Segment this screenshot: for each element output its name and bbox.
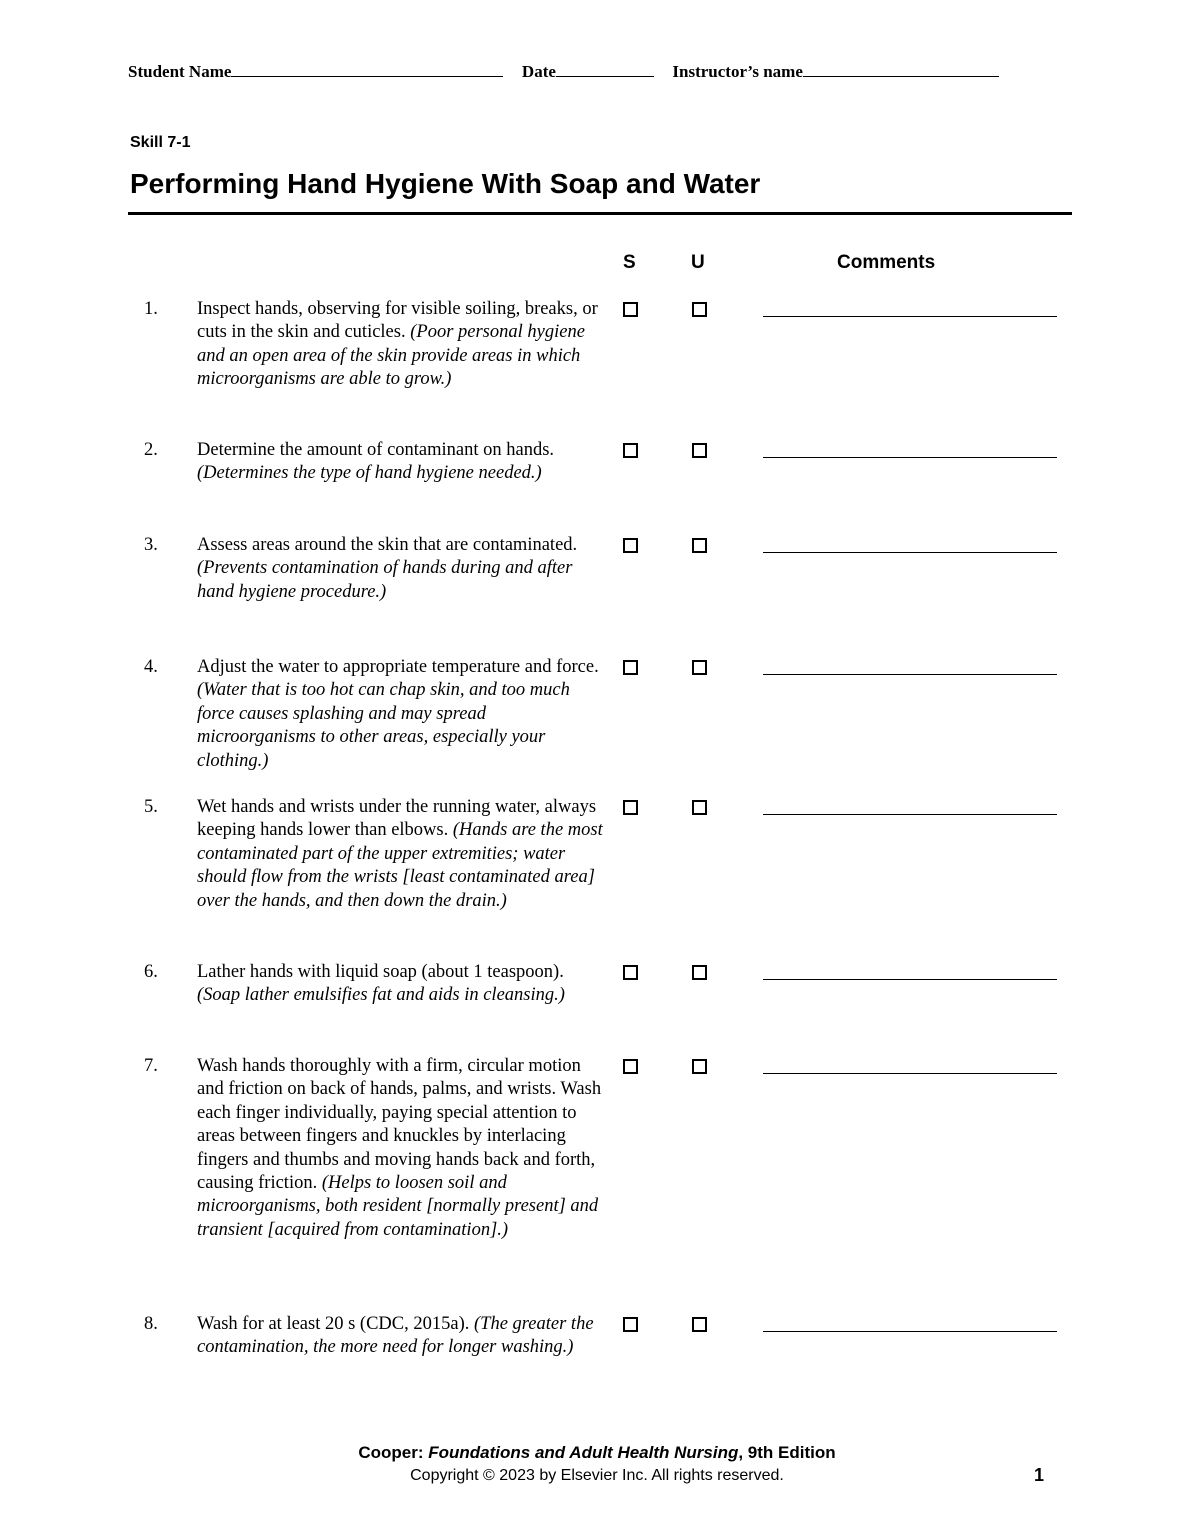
student-name-field[interactable] (231, 60, 503, 77)
title-divider (128, 212, 1072, 215)
comment-field[interactable] (763, 457, 1057, 458)
step-instruction: Wet hands and wrists under the running water, always keeping hands lower than elbows. (197, 797, 597, 841)
satisfactory-checkbox[interactable] (623, 443, 638, 458)
footer-edition: , 9th Edition (738, 1443, 836, 1462)
step-number: 4. (144, 657, 158, 677)
footer-copyright: Copyright © 2023 by Elsevier Inc. All rights reserved. (410, 1467, 784, 1484)
comment-field[interactable] (763, 674, 1057, 675)
satisfactory-checkbox[interactable] (623, 302, 638, 317)
step-text (197, 534, 607, 604)
step-rationale: (The greater the contamination, the more need for longer washing.) (197, 1314, 594, 1358)
step-instruction: Wash hands thoroughly with a firm, circular motion and friction on back of hands, palms, and wrists. Wash each finger individually, paying special attention to areas between fingers and knuckles by interlacing fingers and thumbs and moving hands back and forth, causing friction. (197, 1056, 602, 1194)
instructor-name-field[interactable] (803, 60, 999, 77)
date-field[interactable] (556, 60, 654, 77)
step-number: 5. (144, 797, 158, 817)
step-rationale: (Determines the type of hand hygiene needed.) (197, 463, 542, 484)
step-instruction: Adjust the water to appropriate temperature and force. (197, 657, 599, 677)
step-number: 1. (144, 299, 158, 319)
student-name-label: Student Name (128, 62, 232, 81)
date-label: Date (521, 62, 556, 81)
step-text (197, 656, 607, 773)
step-number: 3. (144, 535, 158, 555)
column-header-comments: Comments (837, 252, 936, 273)
step-instruction: Wash for at least 20 s (CDC, 2015a). (197, 1314, 474, 1334)
step-text (197, 796, 607, 913)
unsatisfactory-checkbox[interactable] (692, 1317, 707, 1332)
column-header-satisfactory: S (623, 252, 636, 273)
step-number: 2. (144, 440, 158, 460)
unsatisfactory-checkbox[interactable] (692, 538, 707, 553)
step-rationale: (Water that is too hot can chap skin, and too much force causes splashing and may spread microorganisms to other areas, especially your clothing.) (197, 680, 570, 771)
footer-book-citation (0, 1443, 1194, 1463)
step-number: 7. (144, 1056, 158, 1076)
unsatisfactory-checkbox[interactable] (692, 800, 707, 815)
satisfactory-checkbox[interactable] (623, 1059, 638, 1074)
unsatisfactory-checkbox[interactable] (692, 443, 707, 458)
step-text (197, 1313, 607, 1360)
step-number: 8. (144, 1314, 158, 1334)
step-rationale: (Poor personal hygiene and an open area of the skin provide areas in which microorganisms are able to grow.) (197, 322, 585, 390)
comment-field[interactable] (763, 1073, 1057, 1074)
satisfactory-checkbox[interactable] (623, 800, 638, 815)
step-instruction: Inspect hands, observing for visible soiling, breaks, or cuts in the skin and cuticles. (197, 299, 598, 343)
step-text (197, 1055, 607, 1242)
unsatisfactory-checkbox[interactable] (692, 302, 707, 317)
comment-field[interactable] (763, 979, 1057, 980)
skill-number: Skill 7-1 (130, 134, 191, 151)
comment-field[interactable] (763, 1331, 1057, 1332)
page-number: 1 (1034, 1465, 1045, 1485)
step-rationale: (Hands are the most contaminated part of the upper extremities; water should flow from the wrists [least contaminated area] over the hands, and then down the drain.) (197, 820, 603, 911)
footer-author: Cooper: (358, 1443, 429, 1462)
step-text (197, 298, 607, 392)
comment-field[interactable] (763, 316, 1057, 317)
header-fields (128, 60, 1040, 83)
comment-field[interactable] (763, 552, 1057, 553)
step-instruction: Determine the amount of contaminant on hands. (197, 440, 555, 460)
step-instruction: Lather hands with liquid soap (about 1 teaspoon). (197, 962, 564, 982)
unsatisfactory-checkbox[interactable] (692, 660, 707, 675)
satisfactory-checkbox[interactable] (623, 660, 638, 675)
step-text (197, 439, 607, 486)
column-header-unsatisfactory: U (691, 252, 705, 273)
instructor-name-label: Instructor’s name (672, 62, 803, 81)
page-title: Performing Hand Hygiene With Soap and Water (130, 168, 761, 199)
step-rationale: (Prevents contamination of hands during and after hand hygiene procedure.) (197, 558, 573, 602)
step-rationale: (Helps to loosen soil and microorganisms, both resident [normally present] and transient [acquired from contamination].) (197, 1173, 599, 1240)
footer-book-title: Foundations and Adult Health Nursing (428, 1443, 739, 1462)
unsatisfactory-checkbox[interactable] (692, 965, 707, 980)
step-rationale: (Soap lather emulsifies fat and aids in cleansing.) (197, 985, 565, 1006)
step-text (197, 961, 607, 1008)
step-number: 6. (144, 962, 158, 982)
satisfactory-checkbox[interactable] (623, 538, 638, 553)
satisfactory-checkbox[interactable] (623, 1317, 638, 1332)
satisfactory-checkbox[interactable] (623, 965, 638, 980)
unsatisfactory-checkbox[interactable] (692, 1059, 707, 1074)
step-instruction: Assess areas around the skin that are contaminated. (197, 535, 578, 555)
comment-field[interactable] (763, 814, 1057, 815)
